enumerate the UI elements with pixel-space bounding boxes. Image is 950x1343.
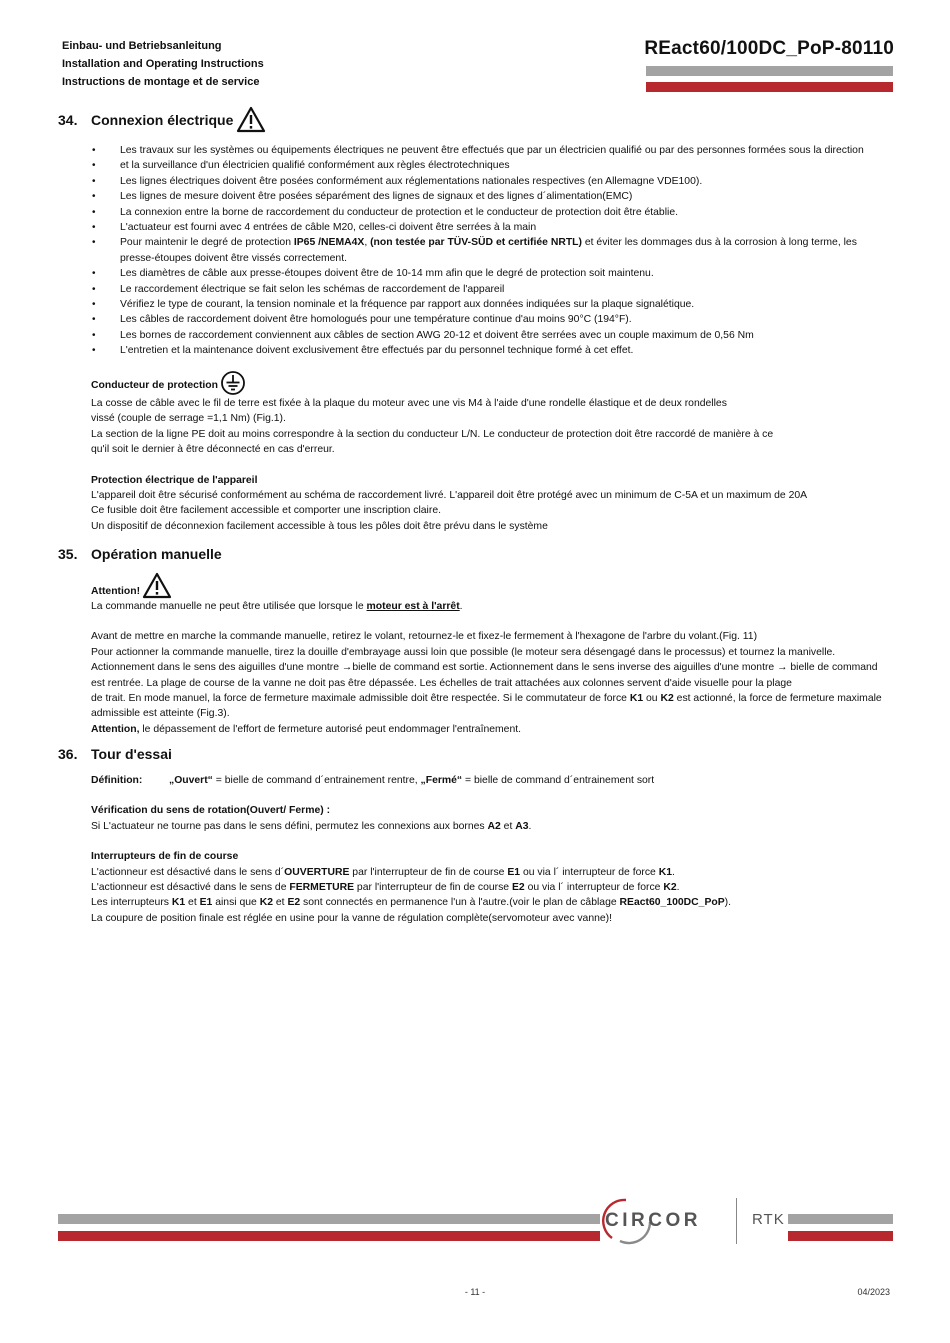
circor-rtk-logo — [600, 1196, 790, 1246]
paragraph-line: Actionnement dans le sens des aiguilles d'une montre →bielle de command est sortie. Actionnement dans le sens inverse des aiguilles d'une montre → bielle de command est rentrée. La plage de course de la vanne ne doit pas être dépassée. Les échelles de trait attachées aux colonnes servent d'aide visuelle pour la plage — [91, 662, 878, 689]
definition-line — [91, 773, 892, 788]
text: par l'interrupteur de fin de course — [349, 866, 508, 878]
text: , — [364, 237, 371, 249]
paragraph-line: La section de la ligne PE doit au moins correspondre à la section du conducteur L/N. Le conducteur de protection doit être raccordé de manière à ce — [91, 428, 774, 440]
list-item: • Les câbles de raccordement doivent être homologués pour une température continue d'au moins 90°C (194°F). — [91, 312, 892, 327]
paragraph-line — [91, 880, 892, 895]
section-number: 34. — [58, 111, 78, 128]
footer-gray-bar — [58, 1214, 603, 1224]
text: et — [273, 897, 288, 909]
paragraph-line: La coupure de position finale est réglée en usine pour la vanne de régulation complète(servomoteur avec vanne)! — [91, 912, 613, 924]
switch-e2: E2 — [287, 897, 301, 909]
text: ou via l´ interrupteur de force — [520, 866, 659, 878]
text: . — [528, 820, 532, 832]
section-34-body — [91, 143, 892, 359]
paragraph-line: qu'il soit le dernier à être déconnecté en cas d'erreur. — [91, 444, 335, 456]
text: . — [672, 866, 675, 878]
paragraph-line — [91, 865, 892, 880]
switch-k1: K1 — [171, 897, 186, 909]
emphasis: „Fermé“ — [420, 775, 463, 786]
paragraph-line — [91, 895, 892, 910]
warning-text — [91, 599, 892, 614]
text: ). — [724, 897, 732, 909]
attention-label: Attention! — [91, 585, 141, 597]
switch-k1: K1 — [629, 693, 644, 705]
paragraph-line: Pour actionner la commande manuelle, tirez la douille d'embrayage aussi loin que possible (le moteur sera désengagé dans le processus) et tournez la manivelle. — [91, 646, 836, 658]
footer-red-bar-right — [788, 1231, 893, 1241]
protection-rating: IP65 /NEMA4X — [293, 237, 365, 249]
text: Pour maintenir le degré de protection — [120, 237, 294, 249]
section-35-heading — [58, 546, 222, 562]
switch-k2: K2 — [660, 693, 674, 705]
logo-text: CIRCOR — [605, 1210, 701, 1231]
text: de trait. En mode manuel, la force de fermeture maximale admissible doit être respectée. Si le commutateur de force — [91, 693, 630, 705]
text: L'actionneur est désactivé dans le sens de — [91, 882, 290, 894]
switch-k2: K2 — [259, 897, 273, 909]
paragraph-line — [91, 691, 892, 722]
header-line-en: Installation and Operating Instructions — [62, 58, 264, 70]
emphasis: OUVERTURE — [284, 866, 350, 878]
list-item — [91, 235, 892, 266]
text: ou via l´ interrupteur de force — [524, 882, 664, 894]
section-36-heading — [58, 746, 172, 762]
text: et — [185, 897, 200, 909]
text: Si L'actuateur ne tourne pas dans le sens défini, permutez les connexions aux bornes — [91, 820, 488, 832]
text: = bielle de command d´entrainement rentre, — [212, 775, 421, 786]
list-item: • et la surveillance d'un électricien qualifié conformément aux règles électrotechniques — [91, 158, 892, 173]
text: ou — [643, 693, 661, 705]
text: = bielle de command d´entrainement sort — [462, 775, 655, 786]
text: et — [500, 820, 516, 832]
switch-k1: K1 — [658, 866, 672, 878]
subheading-row — [91, 376, 892, 396]
switch-e1: E1 — [199, 897, 213, 909]
protective-conductor-block — [91, 376, 892, 534]
attention-row — [91, 572, 892, 599]
section-36-body — [91, 773, 892, 926]
text: sont connectés en permanence l'un à l'autre.(voir le plan de câblage — [300, 897, 620, 909]
section-35-body — [91, 572, 892, 737]
section-number: 36. — [58, 746, 78, 762]
subheading: Protection électrique de l'appareil — [91, 474, 258, 486]
paragraph-line: Ce fusible doit être facilement accessible et comporter une inscription claire. — [91, 505, 441, 517]
logo-divider — [736, 1198, 737, 1244]
list-item: • Les bornes de raccordement conviennent aux câbles de section AWG 20-12 et doivent être serrées avec un couple maximum de 0,56 Nm — [91, 328, 892, 343]
text: ainsi que — [212, 897, 260, 909]
spacer — [91, 458, 892, 473]
certification-note: (non testée par TÜV-SÜD et certifiée NRTL) — [370, 237, 582, 249]
terminal-a2: A2 — [487, 820, 501, 832]
text: . — [459, 601, 463, 612]
emphasis: moteur est à l'arrêt — [366, 601, 460, 612]
list-item: • Les lignes de mesure doivent être posées séparément des lignes de signaux et des lignes d´alimentation(EMC) — [91, 189, 892, 204]
text: est actionné, la force de fermeture maximale admissible est atteinte (Fig.3). — [91, 693, 882, 720]
list-item: • L'actuateur est fourni avec 4 entrées de câble M20, celles-ci doivent être serrées à la main — [91, 220, 892, 235]
switch-e2: E2 — [511, 882, 525, 894]
list-item: • La connexion entre la borne de raccordement du conducteur de protection et le conducteur de protection doit être établie. — [91, 205, 892, 220]
paragraph-line — [91, 819, 892, 834]
terminal-a3: A3 — [515, 820, 529, 832]
revision-date: 04/2023 — [857, 1287, 890, 1297]
subheading: Interrupteurs de fin de course — [91, 851, 239, 863]
header-titles — [62, 37, 264, 91]
list-item: • Le raccordement électrique se fait selon les schémas de raccordement de l'appareil — [91, 282, 892, 297]
spacer — [91, 788, 892, 803]
spacer — [91, 834, 892, 849]
switch-e1: E1 — [507, 866, 521, 878]
list-item: • Vérifiez le type de courant, la tension nominale et la fréquence par rapport aux données indiquées sur la plaque signalétique. — [91, 297, 892, 312]
warning-icon — [142, 572, 172, 599]
subheading: Conducteur de protection — [91, 380, 218, 392]
subheading: Vérification du sens de rotation(Ouvert/ Ferme) : — [91, 805, 331, 817]
section-34-heading — [58, 106, 266, 133]
paragraph-line: Avant de mettre en marche la commande manuelle, retirez le volant, retournez-le et fixez-le fermement à l'hexagone de l'arbre du volant.(Fig. 11) — [91, 631, 758, 643]
warning-icon — [236, 106, 266, 133]
paragraph-line: Un dispositif de déconnexion facilement accessible à tous les pôles doit être prévu dans le système — [91, 520, 548, 532]
footer-gray-bar-right — [788, 1214, 893, 1224]
header-gray-bar — [646, 66, 893, 76]
text: La commande manuelle ne peut être utilisée que lorsque le — [91, 601, 367, 612]
text: par l'interrupteur de fin de course — [354, 882, 512, 894]
section-title: Connexion électrique — [91, 111, 234, 128]
switch-k2: K2 — [663, 882, 677, 894]
list-item: • Les diamètres de câble aux presse-étoupes doivent être de 10-14 mm afin que le degré de protection soit maintenu. — [91, 266, 892, 281]
paragraph-line: L'appareil doit être sécurisé conformément au schéma de raccordement livré. L'appareil doit être protégé avec un minimum de C-5A et un maximum de 20A — [91, 490, 808, 502]
list-item: • Les travaux sur les systèmes ou équipements électriques ne peuvent être effectués que par un électricien qualifié ou par des personnes formées sous la direction — [91, 143, 892, 158]
document-code: REact60/100DC_PoP-80110 — [644, 38, 894, 59]
section-number: 35. — [58, 546, 78, 562]
footer-red-bar — [58, 1231, 603, 1241]
definition-label: Définition: — [91, 775, 143, 786]
section-title: Opération manuelle — [91, 546, 222, 562]
page-number: - 11 - — [464, 1287, 486, 1297]
requirements-list — [91, 143, 892, 359]
wiring-plan-ref: REact60_100DC_PoP — [619, 897, 725, 909]
header-red-bar — [646, 82, 893, 92]
text: L'actionneur est désactivé dans le sens d´ — [91, 866, 285, 878]
spacer — [91, 614, 892, 629]
paragraph-line: vissé (couple de serrage =1,1 Nm) (Fig.1). — [91, 413, 286, 425]
brand-text: RTK — [752, 1211, 785, 1228]
text: et éviter les dommages dus à la corrosion à long terme, les presse-étoupes doivent être vissés correctement. — [120, 237, 857, 264]
text: Les interrupteurs — [91, 897, 172, 909]
header-line-fr: Instructions de montage et de service — [62, 76, 260, 88]
emphasis: Attention, — [91, 723, 140, 735]
emphasis: „Ouvert“ — [169, 775, 213, 786]
section-title: Tour d'essai — [91, 746, 172, 762]
ground-icon — [220, 370, 246, 396]
list-item: • Les lignes électriques doivent être posées conformément aux réglementations nationales respectives (en Allemagne VDE100). — [91, 174, 892, 189]
text: . — [676, 882, 680, 894]
paragraph-line — [91, 722, 892, 737]
paragraph-line: La cosse de câble avec le fil de terre est fixée à la plaque du moteur avec une vis M4 à l'aide d'une rondelle élastique et de deux rondelles — [91, 398, 727, 409]
list-item: • L'entretien et la maintenance doivent exclusivement être effectués par du personnel technique formé à cet effet. — [91, 343, 892, 358]
text: le dépassement de l'effort de fermeture autorisé peut endommager l'entraînement. — [139, 723, 522, 735]
emphasis: FERMETURE — [289, 882, 355, 894]
header-line-de: Einbau- und Betriebsanleitung — [62, 40, 222, 52]
